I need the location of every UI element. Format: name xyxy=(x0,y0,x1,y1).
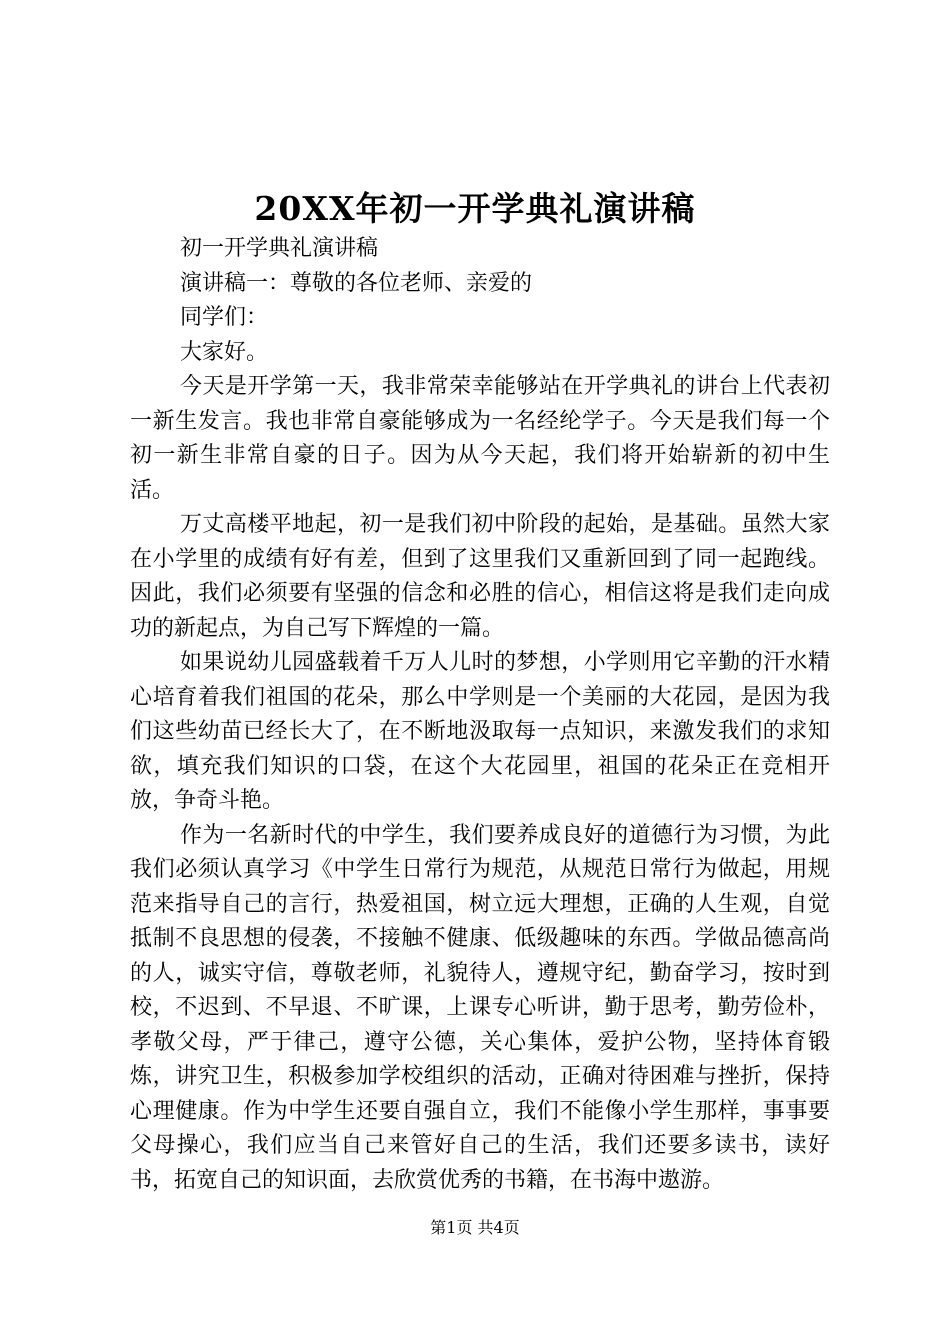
paragraph-conduct: 作为一名新时代的中学生，我们要养成良好的道德行为习惯，为此我们必须认真学习《中学生日常行为规范，从规范日常行为做起，用规范来指导自己的言行，热爱祖国，树立远大理想，正确的人生观，自觉抵制不良思想的侵袭，不接触不健康、低级趣味的东西。学做品德高尚的人，诚实守信，尊敬老师，礼貌待人，遵规守纪，勤奋学习，按时到校，不迟到、不早退、不旷课，上课专心听讲，勤于思考，勤劳俭朴，孝敬父母，严于律己，遵守公德，关心集体，爱护公物，坚持体育锻炼，讲究卫生，积极参加学校组织的活动，正确对待困难与挫折，保持心理健康。作为中学生还要自强自立，我们不能像小学生那样，事事要父母操心，我们应当自己来管好自己的生活，我们还要多读书，读好书，拓宽自己的知识面，去欣赏优秀的书籍，在书海中遨游。 xyxy=(130,822,830,1193)
paragraph-greeting-students: 同学们： xyxy=(180,305,269,330)
paragraph-foundation: 万丈高楼平地起，初一是我们初中阶段的起始，是基础。虽然大家在小学里的成绩有好有差，但到了这里我们又重新回到了同一起跑线。因此，我们必须要有坚强的信念和必胜的信心，相信这将是我们走向成功的新起点，为自己写下辉煌的一篇。 xyxy=(130,512,830,641)
paragraph-hello: 大家好。 xyxy=(180,339,269,365)
document-body xyxy=(130,232,830,1198)
document-title: 20XX年初一开学典礼演讲稿 xyxy=(254,189,696,228)
paragraph-greeting-line: 演讲稿一：尊敬的各位老师、亲爱的 xyxy=(180,270,533,296)
page-number-footer: 第1页 共4页 xyxy=(430,1218,520,1237)
paragraph-opening: 今天是开学第一天，我非常荣幸能够站在开学典礼的讲台上代表初一新生发言。我也非常自豪能够成为一名经纶学子。今天是我们每一个初一新生非常自豪的日子。因为从今天起，我们将开始崭新的初中生活。 xyxy=(130,374,830,503)
paragraph-garden: 如果说幼儿园盛载着千万人儿时的梦想，小学则用它辛勤的汗水精心培育着我们祖国的花朵，那么中学则是一个美丽的大花园，是因为我们这些幼苗已经长大了，在不断地汲取每一点知识，来激发我们的求知欲，填充我们知识的口袋，在这个大花园里，祖国的花朵正在竞相开放，争奇斗艳。 xyxy=(130,650,830,813)
paragraph-subtitle: 初一开学典礼演讲稿 xyxy=(180,236,379,261)
